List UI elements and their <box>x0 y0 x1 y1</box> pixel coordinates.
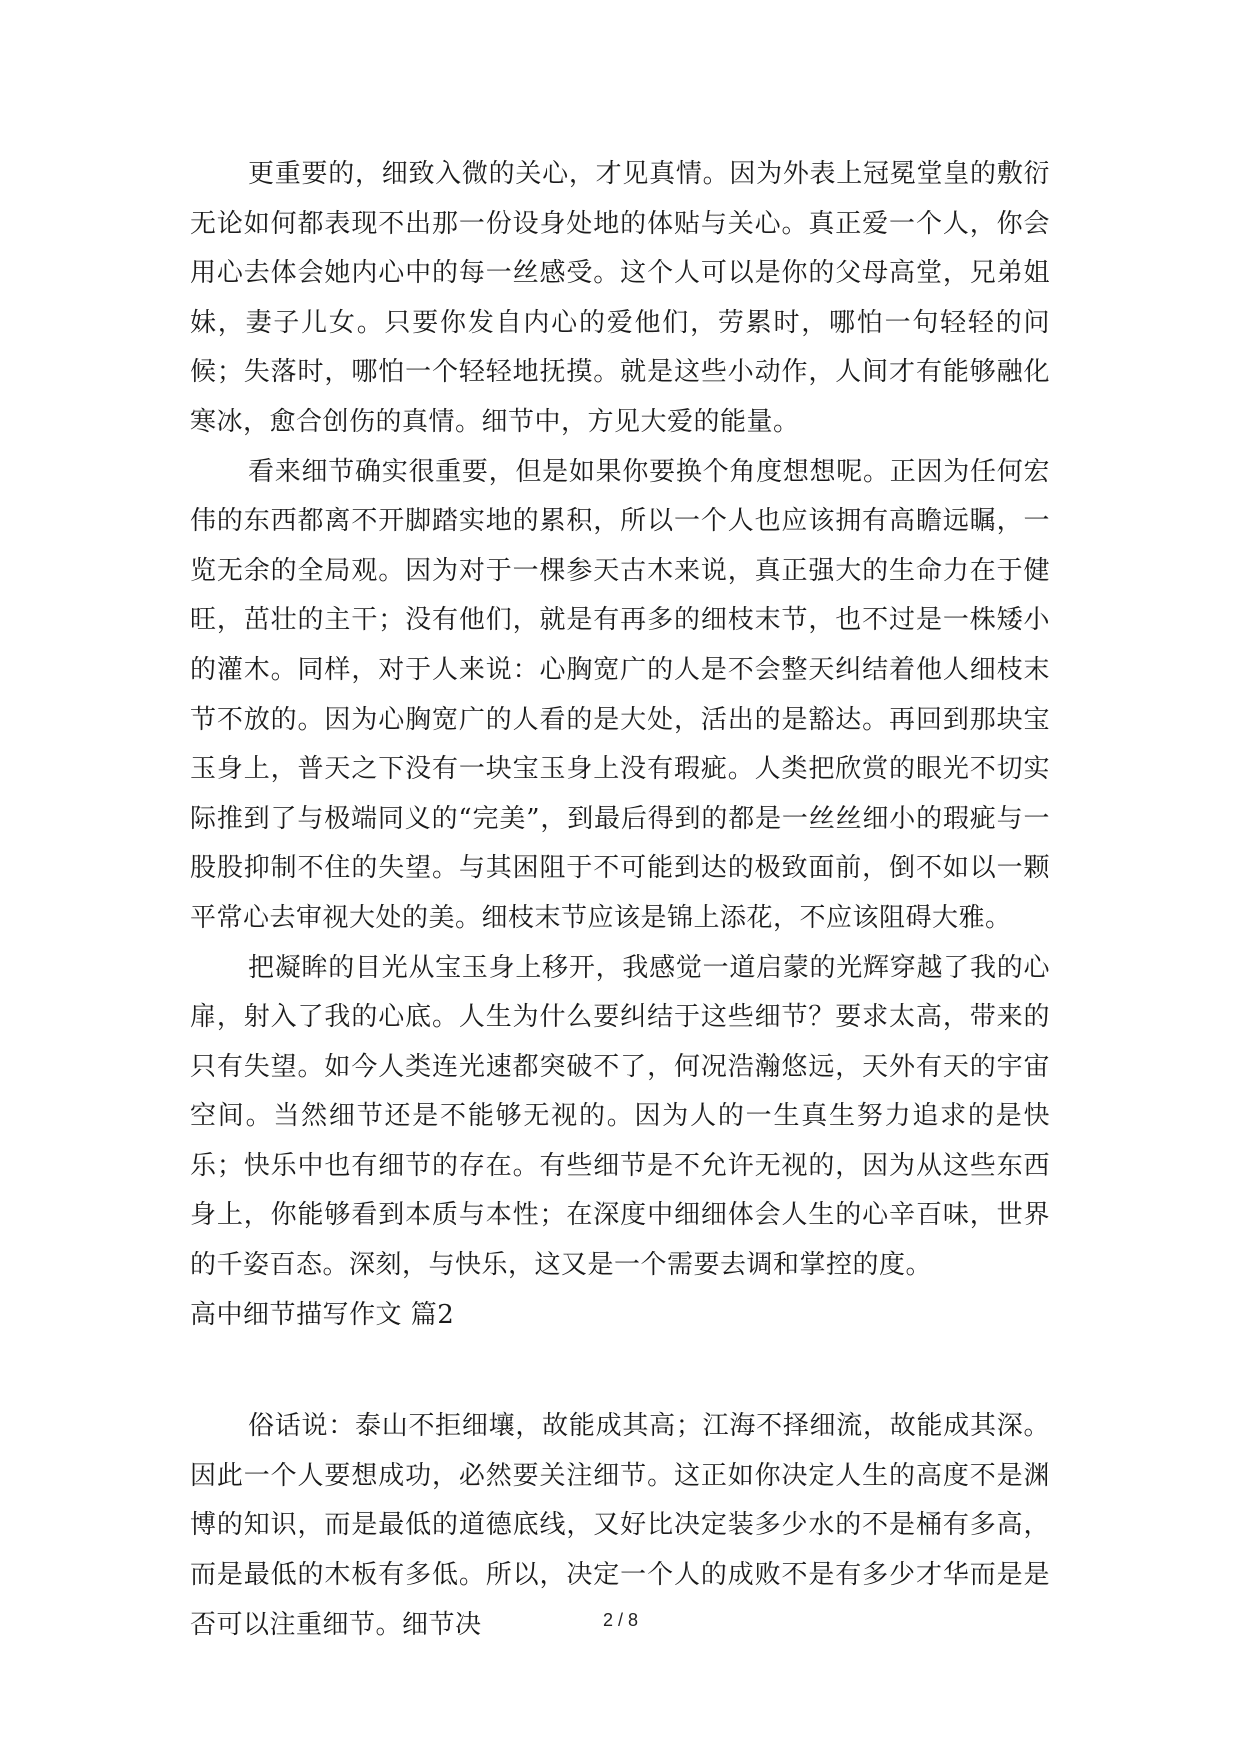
body-paragraph: 看来细节确实很重要，但是如果你要换个角度想想呢。正因为任何宏伟的东西都离不开脚踏实地的累积，所以一个人也应该拥有高瞻远瞩，一览无余的全局观。因为对于一棵参天古木来说，真正强大的生命力在于健旺，茁壮的主干；没有他们，就是有再多的细枝末节，也不过是一株矮小的灌木。同样，对于人来说：心胸宽广的人是不会整天纠结着他人细枝末节不放的。因为心胸宽广的人看的是大处，活出的是豁达。再回到那块宝玉身上，普天之下没有一块宝玉身上没有瑕疵。人类把欣赏的眼光不切实际推到了与极端同义的“完美”，到最后得到的都是一丝丝细小的瑕疵与一股股抑制不住的失望。与其困阻于不可能到达的极致面前，倒不如以一颗平常心去审视大处的美。细枝末节应该是锦上添花，不应该阻碍大雅。 <box>190 456 1050 933</box>
page-number: 2 / 8 <box>602 1610 639 1630</box>
document-body <box>190 150 1050 1650</box>
body-paragraph: 把凝眸的目光从宝玉身上移开，我感觉一道启蒙的光辉穿越了我的心扉，射入了我的心底。人生为什么要纠结于这些细节？要求太高，带来的只有失望。如今人类连光速都突破不了，何况浩瀚悠远，天外有天的宇宙空间。当然细节还是不能够无视的。因为人的一生真生努力追求的是快乐；快乐中也有细节的存在。有些细节是不允许无视的，因为从这些东西身上，你能够看到本质与本性；在深度中细细体会人生的心辛百味，世界的千姿百态。深刻，与快乐，这又是一个需要去调和掌控的度。 <box>190 952 1050 1281</box>
body-paragraph: 俗话说：泰山不拒细壤，故能成其高；江海不择细流，故能成其深。因此一个人要想成功，必然要关注细节。这正如你决定人生的高度不是渊博的知识，而是最低的道德底线，又好比决定装多少水的不是桶有多高，而是最低的木板有多低。所以，决定一个人的成败不是有多少才华而是是否可以注重细节。细节决 <box>190 1411 1050 1640</box>
body-paragraph: 更重要的，细致入微的关心，才见真情。因为外表上冠冕堂皇的敷衍无论如何都表现不出那一份设身处地的体贴与关心。真正爱一个人，你会用心去体会她内心中的每一丝感受。这个人可以是你的父母高堂，兄弟姐妹，妻子儿女。只要你发自内心的爱他们，劳累时，哪怕一句轻轻的问候；失落时，哪怕一个轻轻地抚摸。就是这些小动作，人间才有能够融化寒冰，愈合创伤的真情。细节中，方见大爱的能量。 <box>190 159 1050 437</box>
section-spacer <box>190 1340 1050 1402</box>
section-heading: 高中细节描写作文 篇2 <box>190 1299 455 1330</box>
